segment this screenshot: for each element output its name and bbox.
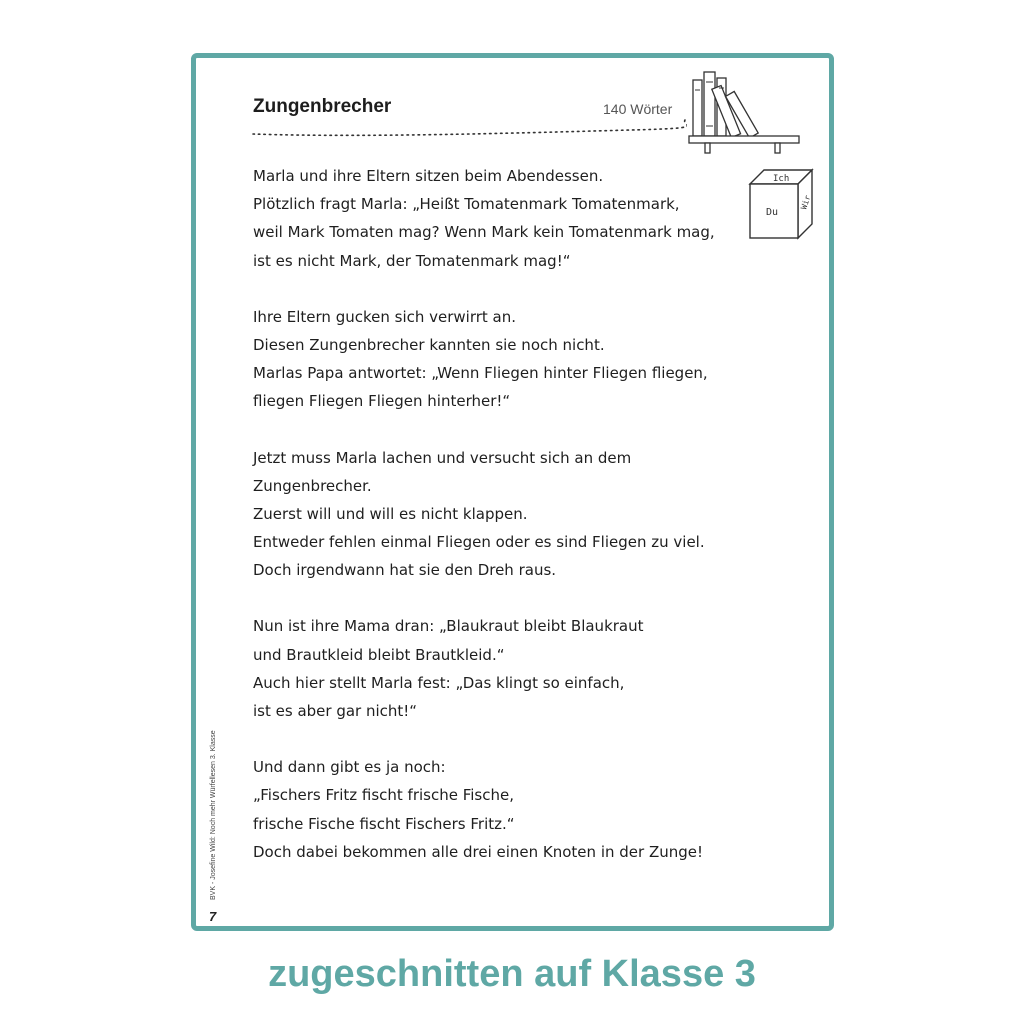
story-line: Ihre Eltern gucken sich verwirrt an. [253,307,517,326]
word-count-label: 140 Wörter [603,101,673,117]
story-line: fliegen Fliegen Fliegen hinterher!“ [253,392,511,411]
copyright-credit: BVK - Josefine Wild: Noch mehr Würfellesen 3. Klasse [210,730,217,900]
page-title: Zungenbrecher [253,96,392,117]
worksheet-page [191,53,834,931]
story-line: Marlas Papa antwortet: „Wenn Fliegen hinter Fliegen fliegen, [253,364,708,383]
story-line: Nun ist ihre Mama dran: „Blaukraut bleibt Blaukraut [253,617,644,636]
story-line: Diesen Zungenbrecher kannten sie noch nicht. [253,335,605,354]
story-line: Plötzlich fragt Marla: „Heißt Tomatenmark Tomatenmark, [253,195,680,214]
story-line: Entweder fehlen einmal Fliegen oder es sind Fliegen zu viel. [253,533,705,552]
story-line: Marla und ihre Eltern sitzen beim Abendessen. [253,167,604,185]
story-line: weil Mark Tomaten mag? Wenn Mark kein Tomatenmark mag, [253,223,715,242]
story-paragraph [253,303,743,416]
story-line: Zuerst will und will es nicht klappen. [253,504,528,523]
story-paragraph [253,444,743,585]
dice-label-top: Ich [773,174,790,184]
story-text [253,162,743,894]
promo-caption: zugeschnitten auf Klasse 3 [268,953,756,995]
dotted-divider [251,118,687,138]
bookshelf-icon [687,66,805,158]
story-line: und Brautkleid bleibt Brautkleid.“ [253,645,505,664]
story-paragraph [253,162,743,275]
story-line: „Fischers Fritz fischt frische Fische, [253,786,514,805]
story-line: Jetzt muss Marla lachen und versucht sich an dem [253,448,632,467]
story-line: Doch dabei bekommen alle drei einen Knoten in der Zunge! [253,842,703,861]
story-line: Auch hier stellt Marla fest: „Das klingt so einfach, [253,673,625,692]
dice-label-side: Wir [799,194,813,211]
story-paragraph [253,753,743,866]
story-line: Und dann gibt es ja noch: [253,758,446,777]
story-line: Zungenbrecher. [253,476,372,495]
dice-icon [748,168,814,242]
story-line: ist es aber gar nicht!“ [253,702,418,720]
dice-label-front: Du [766,207,779,218]
story-line: Doch irgendwann hat sie den Dreh raus. [253,561,557,580]
story-paragraph [253,612,743,725]
page-number: 7 [209,909,217,924]
story-line: frische Fische fischt Fischers Fritz.“ [253,814,515,833]
story-line: ist es nicht Mark, der Tomatenmark mag!“ [253,251,571,270]
